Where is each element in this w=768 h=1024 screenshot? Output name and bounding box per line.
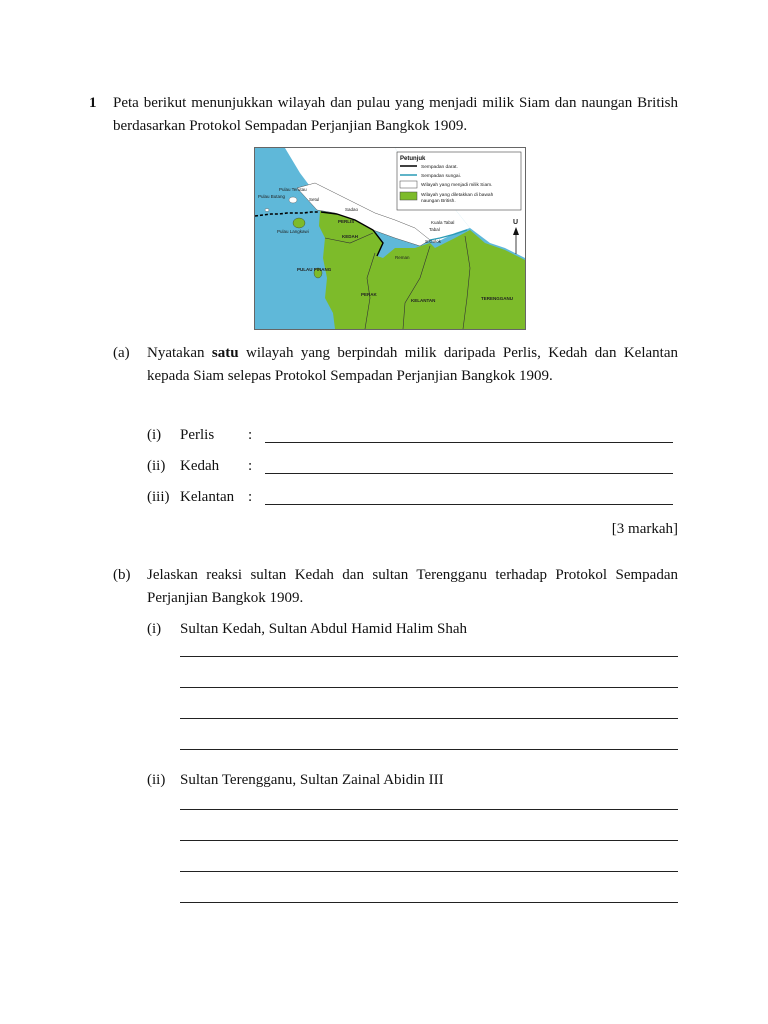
legend-british-swatch bbox=[400, 192, 417, 200]
part-a-emphasis: satu bbox=[211, 345, 239, 361]
part-b-item-1-label: (i) bbox=[147, 621, 162, 637]
label-terengganu: TERENGGANU bbox=[481, 296, 514, 301]
part-b-item-1-name: Sultan Kedah, Sultan Abdul Hamid Halim Shah bbox=[180, 621, 468, 637]
question-intro: Peta berikut menunjukkan wilayah dan pulau yang menjadi milik Siam dan naungan British berdasarkan Protokol Sempadan Perjanjian Bangkok 1909. bbox=[113, 95, 678, 134]
part-a-marks: [3 markah] bbox=[611, 521, 678, 537]
answer-line-b2-4[interactable] bbox=[180, 902, 678, 903]
part-b-label: (b) bbox=[113, 567, 131, 583]
label-pulau-pinang: PULAU PINANG bbox=[297, 267, 332, 272]
legend-item-river: Sempadan sungai. bbox=[421, 174, 462, 179]
legend-item-land: Sempadan darat. bbox=[421, 165, 458, 170]
part-a-item-1-colon: : bbox=[248, 427, 253, 443]
map-svg bbox=[255, 148, 525, 329]
label-tabal: Tabal bbox=[429, 227, 440, 232]
label-pulau-terutau: Pulau Terutau bbox=[279, 187, 307, 192]
answer-line-b1-3[interactable] bbox=[180, 718, 678, 719]
answer-line-b1-2[interactable] bbox=[180, 687, 678, 688]
part-a-item-2-name: Kedah bbox=[180, 458, 220, 474]
map-legend bbox=[397, 152, 521, 210]
legend-item-siam: Wilayah yang menjadi milik Siam. bbox=[421, 183, 493, 188]
label-perlis: PERLIS bbox=[338, 219, 355, 224]
part-a-item-3-label: (iii) bbox=[147, 489, 170, 505]
label-pulau-butang: Pulau Butang bbox=[258, 194, 286, 199]
part-a-item-2-label: (ii) bbox=[147, 458, 166, 474]
part-a-label: (a) bbox=[113, 345, 130, 361]
pulau-terutau-island bbox=[289, 197, 297, 203]
label-setul: Setul bbox=[309, 197, 320, 202]
legend-item-british-2: naungan British. bbox=[421, 199, 456, 204]
legend-item-british-1: Wilayah yang diletakkan di bawah bbox=[421, 193, 494, 198]
answer-line-b1-4[interactable] bbox=[180, 749, 678, 750]
answer-line-a-kedah[interactable] bbox=[265, 473, 673, 474]
label-pulau-langkawi: Pulau Langkawi bbox=[277, 229, 309, 234]
answer-line-b2-3[interactable] bbox=[180, 871, 678, 872]
part-a-item-1-label: (i) bbox=[147, 427, 162, 443]
part-a-question: Nyatakan satu wilayah yang berpindah milik daripada Perlis, Kedah dan Kelantan kepada Siam selepas Protokol Sempadan Perjanjian Bangkok 1909. bbox=[147, 345, 678, 384]
answer-line-a-kelantan[interactable] bbox=[265, 504, 673, 505]
part-b-item-2-name: Sultan Terengganu, Sultan Zainal Abidin III bbox=[180, 772, 444, 788]
answer-line-b2-2[interactable] bbox=[180, 840, 678, 841]
part-a-item-2-colon: : bbox=[248, 458, 253, 474]
answer-line-b1-1[interactable] bbox=[180, 656, 678, 657]
label-reman: Reman bbox=[395, 255, 410, 260]
north-label: U bbox=[513, 219, 519, 226]
part-b-question: Jelaskan reaksi sultan Kedah dan sultan Terengganu terhadap Protokol Sempadan Perjanjian Bangkok 1909. bbox=[147, 567, 678, 606]
legend-title: Petunjuk bbox=[400, 156, 426, 162]
pulau-butang-island bbox=[265, 209, 269, 212]
part-a-item-3-colon: : bbox=[248, 489, 253, 505]
answer-line-b2-1[interactable] bbox=[180, 809, 678, 810]
part-a-item-1-name: Perlis bbox=[180, 427, 215, 443]
label-kelantan: KELANTAN bbox=[411, 298, 436, 303]
pulau-langkawi-island bbox=[293, 218, 305, 228]
label-kedah: KEDAH bbox=[342, 234, 359, 239]
label-kuala-tabal: Kuala Tabal bbox=[431, 220, 455, 225]
label-s-golok: S.Golok bbox=[425, 239, 442, 244]
part-a-item-3-name: Kelantan bbox=[180, 489, 235, 505]
historical-map bbox=[254, 147, 526, 330]
question-number: 1 bbox=[89, 95, 97, 111]
label-perak: PERAK bbox=[361, 292, 377, 297]
legend-siam-swatch bbox=[400, 181, 417, 188]
part-b-item-2-label: (ii) bbox=[147, 772, 166, 788]
answer-line-a-perlis[interactable] bbox=[265, 442, 673, 443]
label-sadao: Sadao bbox=[345, 207, 359, 212]
